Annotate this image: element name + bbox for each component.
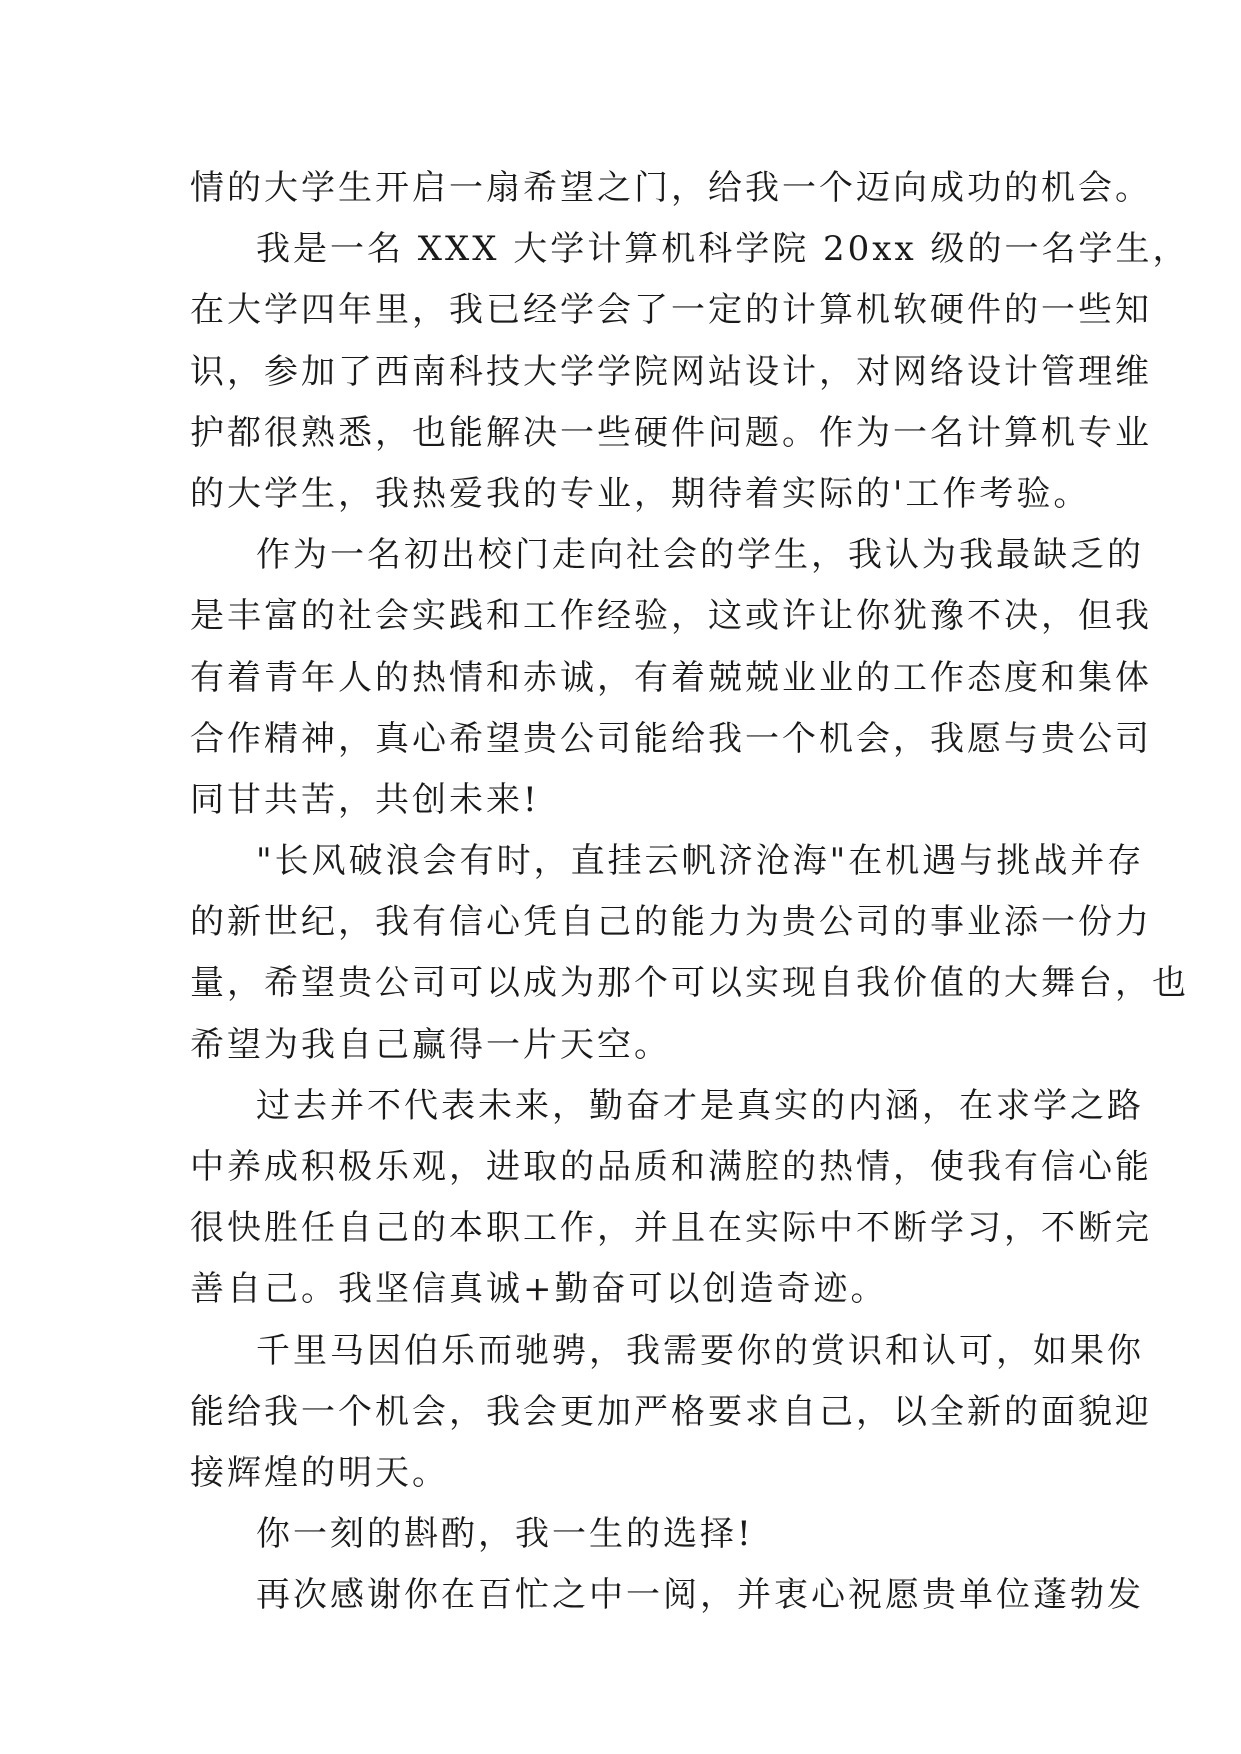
text-line: 护都很熟悉，也能解决一些硬件问题。作为一名计算机专业 bbox=[190, 412, 1152, 453]
text-line: 情的大学生开启一扇希望之门，给我一个迈向成功的机会。 bbox=[190, 168, 1152, 208]
text-line: 过去并不代表未来，勤奋才是真实的内涵，在求学之路 bbox=[256, 1085, 1144, 1126]
text-line: 我是一名 XXX 大学计算机科学院 20xx 级的一名学生， bbox=[256, 229, 1190, 270]
text-line: 的新世纪，我有信心凭自己的能力为贵公司的事业添一份力 bbox=[190, 902, 1152, 943]
text-line: 千里马因伯乐而驰骋，我需要你的赏识和认可，如果你 bbox=[256, 1330, 1144, 1371]
text-line: "长风破浪会有时，直挂云帆济沧海"在机遇与挑战并存 bbox=[256, 841, 1145, 882]
text-line: 作为一名初出校门走向社会的学生，我认为我最缺乏的 bbox=[256, 535, 1144, 576]
text-line: 量，希望贵公司可以成为那个可以实现自我价值的大舞台，也 bbox=[190, 963, 1189, 1004]
text-line: 能给我一个机会，我会更加严格要求自己，以全新的面貌迎 bbox=[190, 1391, 1152, 1432]
text-line: 很快胜任自己的本职工作，并且在实际中不断学习，不断完 bbox=[190, 1208, 1152, 1249]
text-line: 善自己。我坚信真诚+勤奋可以创造奇迹。 bbox=[190, 1269, 888, 1310]
text-line: 希望为我自己赢得一片天空。 bbox=[190, 1024, 671, 1065]
text-line: 接辉煌的明天。 bbox=[190, 1452, 449, 1493]
text-line: 再次感谢你在百忙之中一阅，并衷心祝愿贵单位蓬勃发 bbox=[256, 1575, 1144, 1616]
cover-letter-body bbox=[190, 158, 1190, 1627]
text-line: 的大学生，我热爱我的专业，期待着实际的'工作考验。 bbox=[190, 473, 1091, 514]
text-line: 是丰富的社会实践和工作经验，这或许让你犹豫不决，但我 bbox=[190, 596, 1152, 637]
text-line: 合作精神，真心希望贵公司能给我一个机会，我愿与贵公司 bbox=[190, 718, 1152, 759]
text-line: 同甘共苦，共创未来! bbox=[190, 779, 540, 820]
text-line: 识，参加了西南科技大学学院网站设计，对网络设计管理维 bbox=[190, 351, 1152, 392]
text-line: 你一刻的斟酌，我一生的选择! bbox=[256, 1514, 754, 1555]
text-line: 在大学四年里，我已经学会了一定的计算机软硬件的一些知 bbox=[190, 290, 1152, 331]
text-line: 有着青年人的热情和赤诚，有着兢兢业业的工作态度和集体 bbox=[190, 657, 1152, 698]
text-line: 中养成积极乐观，进取的品质和满腔的热情，使我有信心能 bbox=[190, 1147, 1152, 1187]
